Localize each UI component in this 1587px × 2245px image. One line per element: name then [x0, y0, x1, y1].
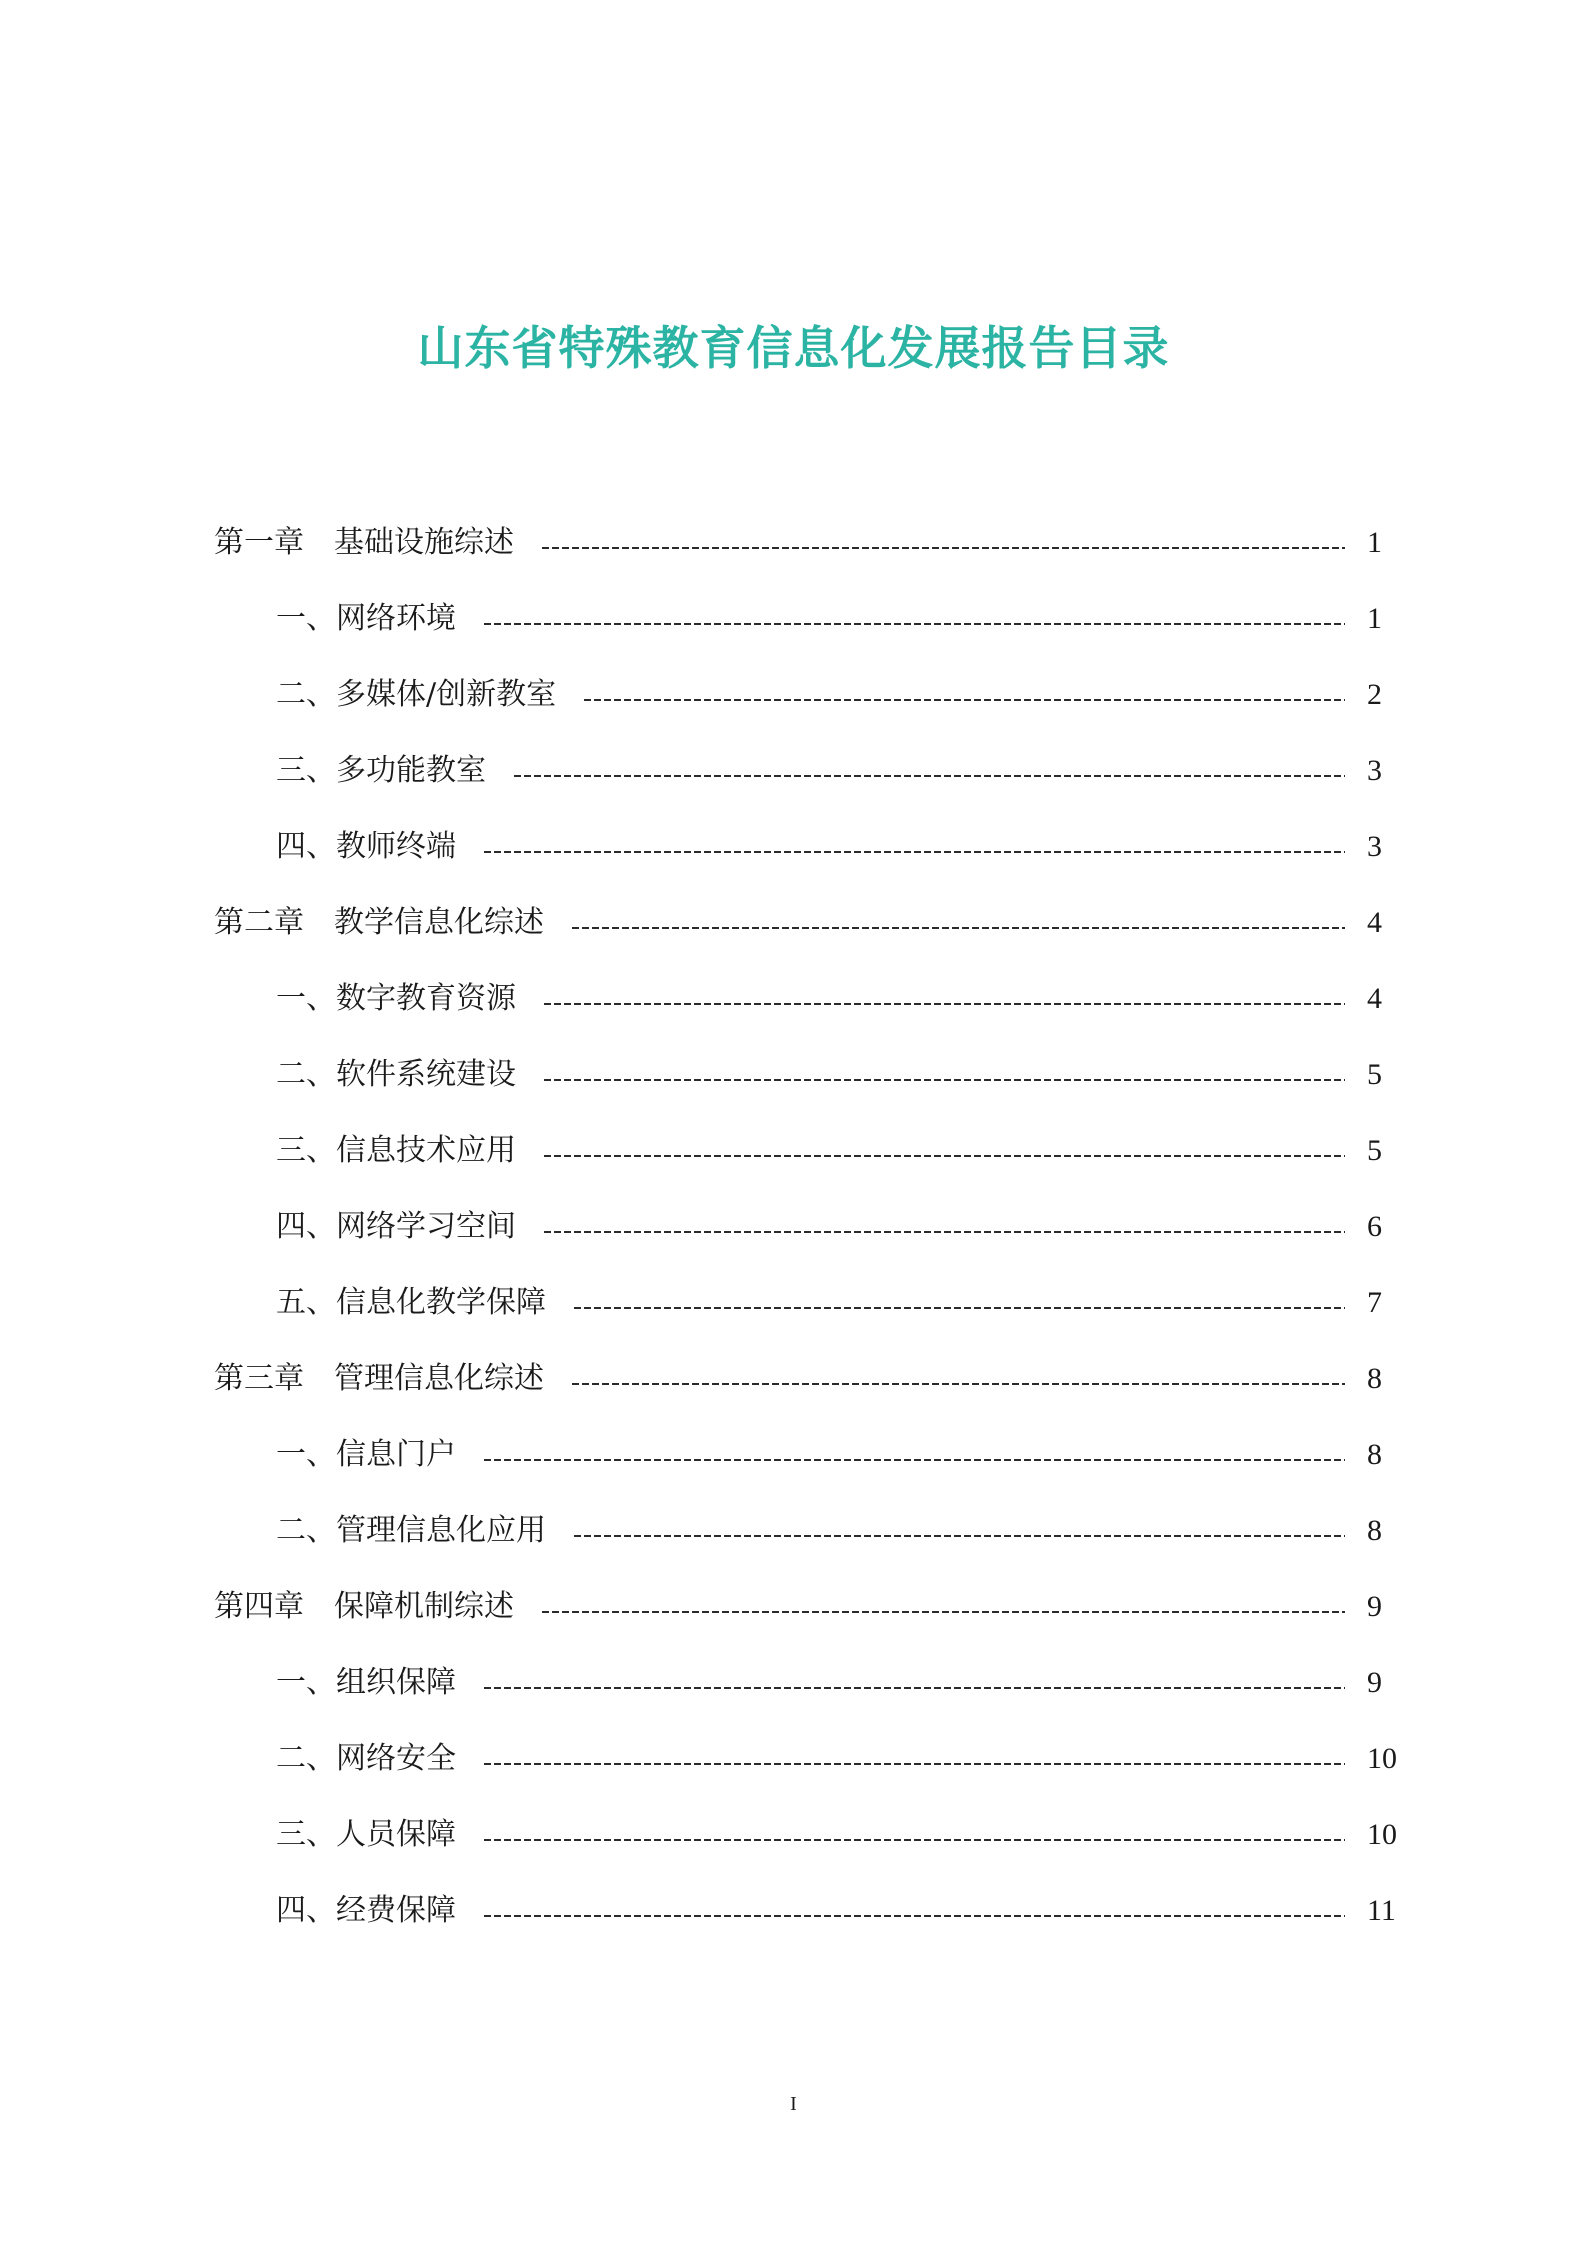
toc-dot-leader: [542, 1611, 1345, 1613]
toc-dot-leader: [542, 547, 1345, 549]
toc-dot-leader: [574, 1535, 1345, 1537]
table-of-contents: [0, 505, 1587, 1949]
toc-entry-page: 7: [1367, 1286, 1382, 1319]
toc-dot-leader: [572, 1383, 1345, 1385]
toc-entry-page: 5: [1367, 1058, 1382, 1091]
toc-entry-label: 第二章 教学信息化综述: [214, 905, 544, 940]
toc-entry-chapter-4[interactable]: [0, 1569, 1587, 1645]
toc-entry-label: 一、信息门户: [276, 1437, 456, 1472]
toc-dot-leader: [574, 1307, 1345, 1309]
toc-entry-page: 3: [1367, 830, 1382, 863]
toc-entry-chapter-2[interactable]: [0, 885, 1587, 961]
toc-entry-section[interactable]: [0, 1417, 1587, 1493]
toc-entry-label: 五、信息化教学保障: [276, 1285, 546, 1320]
toc-entry-label: 三、人员保障: [276, 1817, 456, 1852]
toc-dot-leader: [484, 1915, 1345, 1917]
toc-entry-page: 1: [1367, 526, 1382, 559]
toc-entry-label: 一、网络环境: [276, 601, 456, 636]
toc-dot-leader: [484, 851, 1345, 853]
toc-entry-section[interactable]: [0, 1189, 1587, 1265]
toc-dot-leader: [544, 1079, 1345, 1081]
page-title: 山东省特殊教育信息化发展报告目录: [417, 321, 1170, 375]
toc-entry-label: 二、软件系统建设: [276, 1057, 516, 1092]
toc-dot-leader: [544, 1003, 1345, 1005]
toc-entry-label: 四、经费保障: [276, 1893, 456, 1928]
toc-dot-leader: [584, 699, 1345, 701]
toc-entry-page: 8: [1367, 1362, 1382, 1395]
toc-entry-page: 9: [1367, 1666, 1382, 1699]
toc-entry-label: 第四章 保障机制综述: [214, 1589, 514, 1624]
toc-dot-leader: [544, 1231, 1345, 1233]
toc-entry-page: 11: [1367, 1894, 1396, 1927]
toc-entry-page: 5: [1367, 1134, 1382, 1167]
toc-entry-page: 9: [1367, 1590, 1382, 1623]
toc-dot-leader: [484, 1839, 1345, 1841]
toc-entry-section[interactable]: [0, 961, 1587, 1037]
toc-entry-page: 8: [1367, 1438, 1382, 1471]
toc-entry-label: 二、管理信息化应用: [276, 1513, 546, 1548]
toc-entry-section[interactable]: [0, 1645, 1587, 1721]
toc-dot-leader: [484, 1687, 1345, 1689]
toc-dot-leader: [572, 927, 1345, 929]
toc-entry-page: 1: [1367, 602, 1382, 635]
toc-entry-section[interactable]: [0, 1265, 1587, 1341]
toc-entry-section[interactable]: [0, 1037, 1587, 1113]
toc-dot-leader: [514, 775, 1345, 777]
toc-entry-section[interactable]: [0, 1113, 1587, 1189]
toc-entry-section[interactable]: [0, 1797, 1587, 1873]
toc-dot-leader: [484, 1763, 1345, 1765]
toc-entry-label: 二、网络安全: [276, 1741, 456, 1776]
toc-entry-page: 4: [1367, 906, 1382, 939]
toc-entry-label: 一、数字教育资源: [276, 981, 516, 1016]
toc-entry-label: 第一章 基础设施综述: [214, 525, 514, 560]
toc-entry-section[interactable]: [0, 581, 1587, 657]
toc-entry-label: 二、多媒体/创新教室: [276, 677, 557, 712]
toc-entry-section[interactable]: [0, 809, 1587, 885]
toc-entry-label: 四、教师终端: [276, 829, 456, 864]
toc-entry-section[interactable]: [0, 1493, 1587, 1569]
toc-entry-page: 2: [1367, 678, 1382, 711]
toc-dot-leader: [484, 1459, 1345, 1461]
toc-dot-leader: [484, 623, 1345, 625]
toc-entry-page: 4: [1367, 982, 1382, 1015]
toc-entry-label: 四、网络学习空间: [276, 1209, 516, 1244]
toc-entry-page: 8: [1367, 1514, 1382, 1547]
toc-entry-chapter-1[interactable]: [0, 505, 1587, 581]
toc-entry-section[interactable]: [0, 657, 1587, 733]
toc-entry-label: 第三章 管理信息化综述: [214, 1361, 544, 1396]
toc-entry-label: 三、多功能教室: [276, 753, 486, 788]
toc-entry-page: 6: [1367, 1210, 1382, 1243]
toc-entry-page: 10: [1367, 1818, 1397, 1851]
toc-entry-section[interactable]: [0, 1873, 1587, 1949]
page-number: I: [790, 2093, 797, 2115]
toc-entry-page: 3: [1367, 754, 1382, 787]
toc-entry-section[interactable]: [0, 1721, 1587, 1797]
toc-entry-label: 三、信息技术应用: [276, 1133, 516, 1168]
toc-entry-section[interactable]: [0, 733, 1587, 809]
toc-dot-leader: [544, 1155, 1345, 1157]
toc-entry-chapter-3[interactable]: [0, 1341, 1587, 1417]
toc-entry-label: 一、组织保障: [276, 1665, 456, 1700]
toc-entry-page: 10: [1367, 1742, 1397, 1775]
